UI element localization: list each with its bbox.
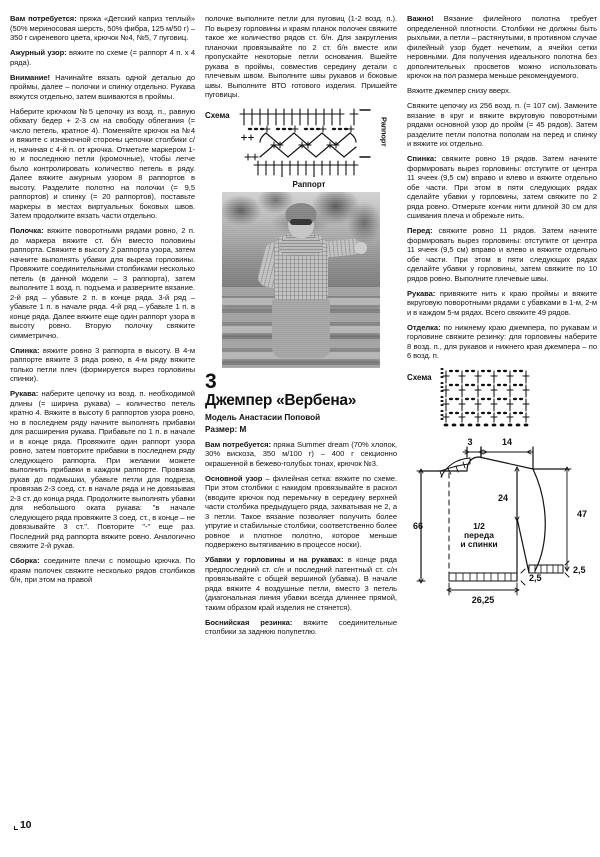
paragraph-lead: Спинка: [407, 154, 437, 163]
paragraph-lead: Основной узор [205, 473, 263, 483]
paragraph-text: по нижнему краю джемпера, по рукавам и горловине свяжите резинку: для горловины наберите 8 возд. п., для рукавов и нижнего края джемпера – по 6 возд. п. [407, 322, 597, 360]
dim-rib-hem: 2,5 [529, 572, 542, 583]
paragraph-text: Вяжите джемпер снизу вверх. [407, 86, 511, 95]
paragraph-text: Вязание филейного полотна требует определенной плотности. Столбики не должны быть рыхлыми, а петли – растянутыми, в противном случае филейный узор будет нечетким, а ячейки сетки неровными. Для получения идеального полотна без дополнительных просветов можно использовать крючок на пол размера меньше рекомендуемого. [407, 14, 597, 80]
model-photo [205, 192, 397, 368]
paragraph-lead: Ажурный узор: [10, 48, 67, 57]
lace-chart-svg [236, 105, 376, 177]
pattern-number: 3 [205, 370, 217, 393]
dim-shoulder-top: 14 [501, 436, 513, 447]
paragraph [205, 440, 397, 469]
half-front-back-label [460, 521, 497, 549]
paragraph [407, 226, 597, 283]
paragraph [10, 389, 195, 551]
paragraph-text: соедините плечи с помощью крючка. По краям полочек свяжите несколько рядов столбиков б/н, при этом на правой [10, 556, 195, 584]
paragraph [10, 226, 195, 340]
paragraph-text: свяжите ровно 11 рядов. Затем начните формировать вырез горловины: отступите от центра 11 ячеек (9,5 см) вправо и влево и вяжите отдельно обе части. При этом в пяти следующих рядах сделайте убавки у горловины, затем свяжите по 10 рядов ровно. Выполните плечевые швы. [407, 226, 597, 283]
paragraph [407, 323, 597, 361]
paragraph [407, 101, 597, 149]
paragraph-text: вяжите соединительные столбики за заднюю полупетлю. [205, 617, 397, 636]
paragraph-text: пряжа «Детский каприз теплый» (50% мериносовая шерсть, 50% фибра, 125 м/50 г) – 350 г сиреневого цвета, крючок №4, №5, 7 пуговиц. [10, 14, 195, 42]
paragraph-lead: Убавки у горловины и на рукавах: [205, 555, 344, 564]
paragraph [205, 474, 397, 550]
schema-diagram [236, 105, 389, 177]
paragraph-text: пряжа Summer dream (70% хлопок, 30% вискоза, 350 м/100 г) – 400 г секционно окрашенной в бежево-голубых тонах, крючок №3. [205, 439, 397, 468]
rapport-vertical-label: Раппорт [379, 117, 389, 147]
paragraph [205, 14, 397, 100]
paragraph-lead: Спинка: [10, 345, 40, 355]
paragraph [407, 86, 597, 96]
lace-schema [205, 105, 397, 177]
paragraph-text: – филейная сетка: вяжите по схеме. При этом столбики с накидом провязывайте в раскол (вводите крючок под перемычку в середину верхней части столбика предыдущего ряда, захватывая не 2, а 3 петли. Такое вязание позволяет получить более упругие и стабильные столбики, соответственно более ровное и плотное полотно, которое меньше подвержено вытягиванию в процессе носки). [205, 473, 398, 549]
photo-image [222, 192, 380, 368]
paragraph-text: Свяжите цепочку из 256 возд. п. (= 107 см). Замкните вязание в круг и вяжите вкруговую поворотными рядами основной узор до пройм (= 45 рядов). Затем разделите петли полотна пополам на перед и спинку и вяжите их отдельно. [407, 101, 597, 148]
middle-column [205, 14, 397, 857]
paragraph-lead: Рукава: [10, 389, 39, 398]
dim-body-length: 66 [413, 520, 424, 531]
paragraph-text: свяжите ровно 19 рядов. Затем начните формировать вырез горловины: отступите от центра 11 ячеек (9,5 см) вправо и влево и вяжите отдельно обе части. При этом в пяти следующих рядах сделайте убавки у горловины, затем свяжите по 2 ряда ровно. Отмерьте кончик нити длиной 30 см для сшивания плеча и обрежьте нить. [407, 154, 597, 220]
paragraph [10, 14, 195, 43]
dim-armhole-depth: 24 [497, 492, 508, 503]
paragraph-text: в конце ряда предпоследний ст. с/н и последний патентный ст. с/н провязывайте с общей вершиной (убавка). В начале ряда вяжите 4 воздушные петли, вместо 3 петель (диагональная линия убавки всегда длиннее прямой, таким образом край изделия не стянется). [205, 555, 397, 612]
paragraph [205, 555, 397, 612]
photo-grain [222, 192, 380, 368]
paragraph [10, 73, 195, 102]
svg-text:1/2: 1/2 [473, 520, 485, 531]
paragraph [10, 107, 195, 221]
paragraph-lead: Вам потребуется: [10, 14, 77, 23]
schema-label: Схема [205, 111, 230, 120]
paragraph-text: вяжите поворотными рядами ровно, 2 п. до маркера вяжите ст. б/н вместо половины раппорта. Свяжите в высоту 2 раппорта узора, затем начните выполнять убавки для выреза горловины. Провяжите соединительными столбиками несколько петель (в данной модели – 3 раппорта), затем выполните 1 возд. п. подъема и разверните вязание. 2-й ряд – убавьте 2 п. в конце ряда. 3-й ряд – убавьте 1 п. в начале ряда. 4-й ряд – убавьте 1 п. в конце ряда. Далее вяжите еще один раппорт узора в высоту ровно. Вторую полочку свяжите симметрично. [10, 226, 195, 340]
schema-label: Схема [407, 372, 432, 382]
svg-text:переда: переда [464, 529, 494, 540]
paragraph-lead: Полочка: [10, 226, 44, 235]
pattern-designer: Модель Анастасии Поповой [205, 413, 321, 422]
filet-chart-svg [440, 367, 540, 429]
dim-hem-width: 26,25 [471, 594, 495, 605]
left-column [10, 14, 195, 857]
paragraph-lead: Вам потребуется: [205, 439, 272, 449]
paragraph-text: Начинайте вязать одной деталью до проймы, далее – полочки и спинку отдельно. Рукава вяжутся отдельно, затем вшиваются в проймы. [10, 72, 195, 101]
paragraph [10, 556, 195, 585]
paragraph-text: наберите цепочку из возд. п. необходимой длины (= ширина рукава) – количество петель кратно 4. Вяжите в высоту 6 раппортов узора ровно, но в последнем ряду начните выполнять прибавки для расширения рукава. Прибавьте по 1 п. в начале и в конце ряда. Провяжите один раппорт узора ровно, затем повторите прибавки в последнем ряду следующего раппорта. При желании можете выполнить прибавки в каждом раппорте. Провязав рукав до подмышки, убавьте петли для подреза, провязав 2-3 соед. ст. в начале ряда и не довязывая 2-3 ст. до конца ряда. Продолжите выполнять убавки для небольшого оката рукава: "в начале следующего ряда провяжите 3 соед. ст., в конце – не довязывайте 3 ст.". Повторите "-" еще раз. Последний ряд раппорта вяжите ровно. Аналогично свяжите 2-й рукав. [10, 389, 195, 550]
page-number-value: 10 [20, 819, 32, 831]
paragraph-lead: Сборка: [10, 556, 40, 565]
dim-sleeve-length: 47 [577, 508, 588, 519]
paragraph [407, 14, 597, 81]
paragraph-text: привяжите нить к краю проймы и вяжите вкруговую поворотными рядами с убавками в 1-м, 2-м и в каждом 5-м рядах. Всего свяжите 49 рядов. [407, 288, 597, 317]
paragraph-lead: Отделка: [407, 322, 441, 332]
paragraph [10, 48, 195, 67]
paragraph [10, 346, 195, 384]
dim-neck-width: 3 [467, 436, 473, 447]
page-number [14, 819, 31, 831]
right-column [407, 14, 597, 857]
paragraph [205, 618, 397, 637]
paragraph-text: полочке выполните петли для пуговиц (1-2 возд. п.). По вырезу горловины и краям планок полочек свяжите такое же количество рядов ст. б/н. Для закругления планочки провязывайте по 2 ст. б/н вместе или пропускайте некоторые петли основания. Вшейте рукава в проймы, совместив середину детали с плечевым швом. Выполните швы рукавов и боковые швы. Выполните ВТО готового изделия. Пришейте пуговицы. [205, 14, 397, 99]
svg-text:и спинки: и спинки [460, 538, 498, 549]
dim-rib-sleeve: 2,5 [573, 564, 586, 575]
rapport-horizontal-label: Раппорт [292, 180, 326, 189]
filet-schema [407, 367, 597, 429]
pattern-size: Размер: M [205, 424, 247, 434]
paragraph-text: вяжите ровно 3 раппорта в высоту. В 4-м раппорте вяжите 3 ряда ровно, в 4-м ряду вяжите только петли плеч (формируется вырез горловины спинки). [10, 345, 195, 383]
schema-diagram [440, 367, 540, 429]
paragraph [407, 154, 597, 221]
paragraph-lead: Перед: [407, 226, 433, 235]
page-tick-icon [14, 826, 18, 830]
garment-schematic-svg [407, 433, 595, 608]
paragraph-text: вяжите по схеме (= раппорт 4 п. х 4 ряда). [10, 48, 195, 67]
paragraph-lead: Внимание! [10, 72, 51, 82]
pattern-title: Джемпер «Вербена» [205, 392, 357, 409]
paragraph-text: Наберите крючком №5 цепочку из возд. п., равную обхвату бедер + 2-3 см на свободу облегания (= число петель, кратное 4). Поменяйте крючок на №4 и вяжите с изнаночной стороны цепочки столбики с/н, начиная с 4-й п. от крючка. Отметьте маркером 1-ю и последнюю петли (кромочные), чтобы легче было контролировать количество петель в ряду. Далее вяжите ажурным узором 8 раппортов в высоту. Разделите полотно на полочки (= 9,5 раппортов) и спинку (= 20 раппортов), поставьте маркеры в местах виртуальных боковых швов. Затем продолжите вязать части отдельно. [10, 106, 195, 220]
paragraph-lead: Важно! [407, 14, 434, 23]
paragraph [407, 289, 597, 318]
technical-drawing [407, 433, 597, 608]
paragraph-lead: Боснийская резинка: [205, 617, 293, 627]
paragraph-lead: Рукава: [407, 288, 436, 298]
